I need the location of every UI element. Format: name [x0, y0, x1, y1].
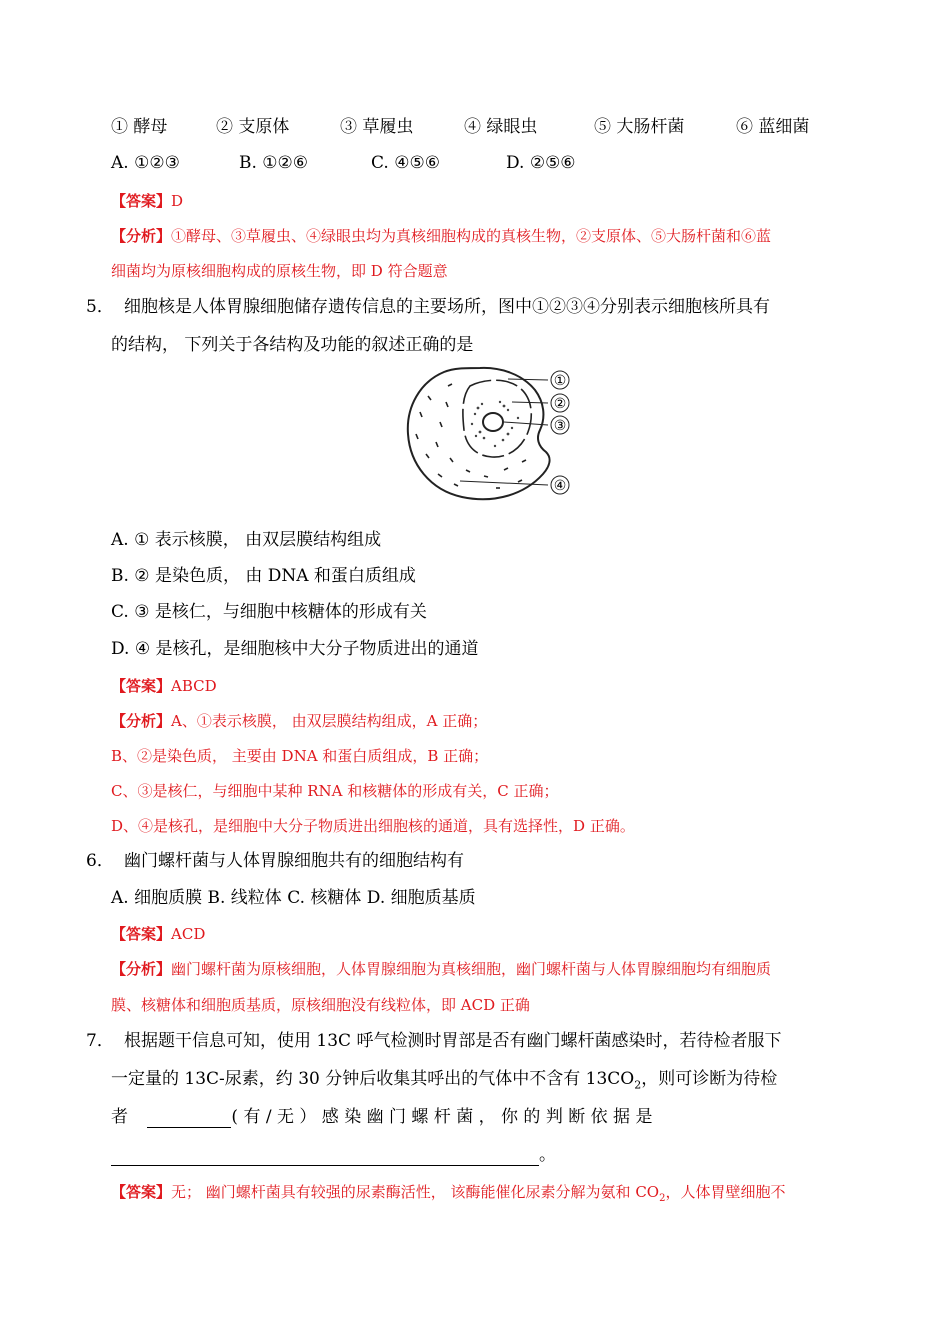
stem-text: 者 [111, 1107, 128, 1127]
q4-analysis-line-2: 细菌均为原核细胞构成的原核生物，即 D 符合题意 [111, 262, 448, 280]
answer-tag: 【答案】 [111, 192, 172, 210]
q4-item-2: ② 支原体 [216, 117, 290, 137]
q4-options [111, 152, 576, 174]
q6-stem [86, 850, 464, 872]
q4-item-3: ③ 草履虫 [340, 117, 414, 137]
q5-option-a: A. ① 表示核膜， 由双层膜结构组成 [111, 530, 382, 550]
q7-stem-line-2 [111, 1068, 777, 1096]
figure-label-2: ② [553, 396, 567, 412]
q4-analysis-line-1 [111, 225, 771, 247]
q7-stem-line-1 [86, 1030, 781, 1052]
q5-analysis-line-1 [111, 710, 487, 732]
analysis-tag: 【分析】 [111, 712, 172, 730]
q5-analysis-line-4: D、④是核孔，是细胞中大分子物质进出细胞核的通道，具有选择性，D 正确。 [111, 817, 635, 835]
answer-value: ABCD [171, 677, 217, 695]
subscript: 2 [634, 1078, 642, 1092]
analysis-text: A、①表示核膜， 由双层膜结构组成，A 正确； [171, 712, 488, 730]
answer-text: ，人体胃壁细胞不 [665, 1183, 786, 1201]
figure-label-4: ④ [553, 478, 567, 494]
q5-analysis-line-2: B、②是染色质， 主要由 DNA 和蛋白质组成，B 正确； [111, 747, 489, 765]
q4-item-6: ⑥ 蓝细菌 [736, 117, 810, 137]
analysis-tag: 【分析】 [111, 960, 172, 978]
analysis-text: ①酵母、③草履虫、④绿眼虫均为真核细胞构成的真核生物，②支原体、⑤大肠杆菌和⑥蓝 [171, 227, 772, 245]
answer-blank-1[interactable] [147, 1109, 231, 1128]
nucleolus [483, 413, 503, 431]
q6-analysis-line-1 [111, 958, 771, 980]
analysis-tag: 【分析】 [111, 227, 172, 245]
stem-text: 一定量的 13C-尿素，约 30 分钟后收集其呼出的气体中不含有 13CO [111, 1069, 635, 1089]
q4-option-a: A. ①②③ [111, 153, 180, 173]
analysis-text: 幽门螺杆菌为原核细胞，人体胃腺细胞为真核细胞，幽门螺杆菌与人体胃腺细胞均有细胞质 [171, 960, 772, 978]
q6-answer [111, 923, 205, 945]
answer-tag: 【答案】 [111, 1183, 172, 1201]
question-text: 根据题干信息可知，使用 13C 呼气检测时胃部是否有幽门螺杆菌感染时，若待检者服下 [124, 1031, 782, 1051]
q5-answer [111, 675, 217, 697]
answer-blank-2[interactable] [111, 1147, 539, 1166]
q4-items [111, 116, 809, 138]
cytoplasm-granules [416, 384, 526, 488]
stem-text: ( 有 / 无 ） 感 染 幽 门 螺 杆 菌 ， 你 的 判 断 依 据 是 [231, 1107, 653, 1127]
answer-value: ACD [171, 925, 206, 943]
q5-stem-line-2: 的结构， 下列关于各结构及功能的叙述正确的是 [111, 335, 474, 355]
q7-answer [111, 1181, 786, 1210]
q4-item-5: ⑤ 大肠杆菌 [594, 117, 685, 137]
q6-options: A. 细胞质膜 B. 线粒体 C. 核糖体 D. 细胞质基质 [111, 888, 476, 908]
q4-item-4: ④ 绿眼虫 [464, 117, 538, 137]
answer-tag: 【答案】 [111, 677, 172, 695]
cell-nucleus-figure [400, 362, 580, 507]
question-number: 5． [86, 297, 114, 317]
answer-value: D [171, 192, 184, 210]
answer-text: 无； 幽门螺杆菌具有较强的尿素酶活性， 该酶能催化尿素分解为氨和 CO [171, 1183, 660, 1201]
q7-stem-line-4 [111, 1144, 556, 1166]
q5-option-d: D. ④ 是核孔，是细胞核中大分子物质进出的通道 [111, 639, 479, 659]
q7-stem-line-3 [111, 1106, 652, 1128]
figure-label-3: ③ [553, 418, 567, 434]
question-number: 6． [86, 851, 114, 871]
question-text: 幽门螺杆菌与人体胃腺细胞共有的细胞结构有 [124, 851, 464, 871]
q5-option-c: C. ③ 是核仁，与细胞中核糖体的形成有关 [111, 602, 427, 622]
q4-option-c: C. ④⑤⑥ [371, 153, 440, 173]
question-number: 7． [86, 1031, 114, 1051]
q4-option-b: B. ①②⑥ [239, 153, 309, 173]
figure-label-1: ① [553, 373, 567, 389]
cell-outline [408, 368, 550, 499]
q5-option-b: B. ② 是染色质， 由 DNA 和蛋白质组成 [111, 566, 416, 586]
q5-analysis-line-3: C、③是核仁，与细胞中某种 RNA 和核糖体的形成有关，C 正确； [111, 782, 559, 800]
answer-tag: 【答案】 [111, 925, 172, 943]
figure-leaders [460, 379, 548, 485]
stem-text: 。 [539, 1145, 556, 1165]
q5-stem-line-1 [86, 296, 770, 318]
q4-option-d: D. ②⑤⑥ [506, 153, 576, 173]
q4-item-1: ① 酵母 [111, 117, 168, 137]
question-text: 细胞核是人体胃腺细胞储存遗传信息的主要场所，图中①②③④分别表示细胞核所具有 [124, 297, 770, 317]
subscript: 2 [659, 1193, 666, 1204]
q6-analysis-line-2: 膜、核糖体和细胞质基质，原核细胞没有线粒体，即 ACD 正确 [111, 996, 530, 1014]
stem-text: ，则可诊断为待检 [641, 1069, 778, 1089]
q4-answer [111, 190, 183, 212]
